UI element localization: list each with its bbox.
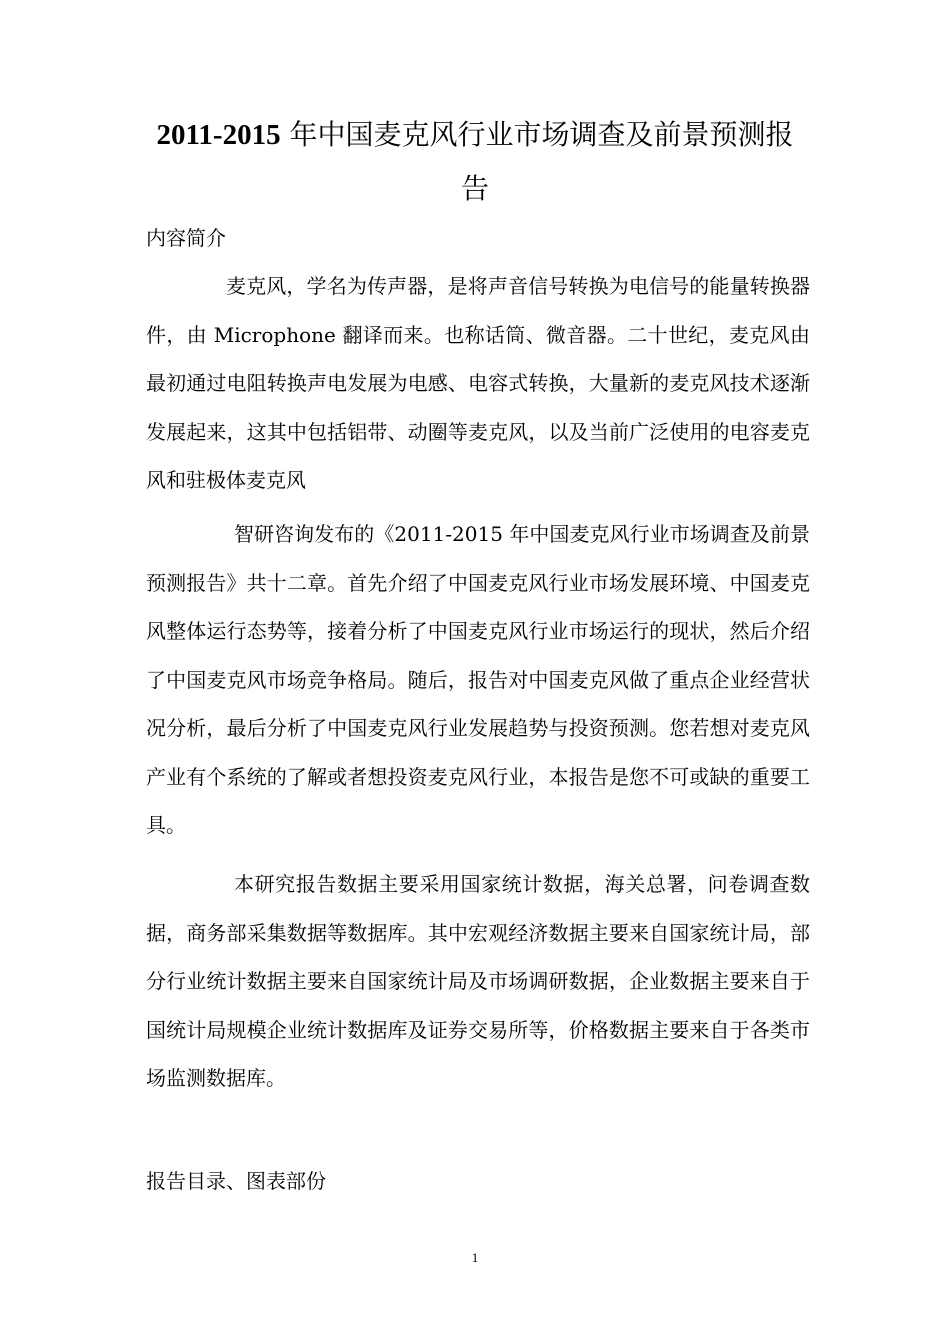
- intro-heading: 内容简介: [146, 226, 226, 250]
- page-number: 1: [471, 1250, 479, 1265]
- toc-heading: 报告目录、图表部份: [146, 1169, 326, 1193]
- title-text-line1: 年中国麦克风行业市场调查及前景预测报: [280, 118, 794, 151]
- title-number: 2011-2015: [156, 119, 281, 151]
- paragraph-2: 智研咨询发布的《2011-2015 年中国麦克风行业市场调查及前景预测报告》共十二章。首先介绍了中国麦克风行业市场发展环境、中国麦克风整体运行态势等，接着分析了中国麦克风行业市场运行的现状，然后介绍了中国麦克风市场竞争格局。随后，报告对中国麦克风做了重点企业经营状况分析，最后分析了中国麦克风行业发展趋势与投资预测。您若想对麦克风产业有个系统的了解或者想投资麦克风行业，本报告是您不可或缺的重要工具。: [146, 522, 810, 837]
- paragraph-3: 本研究报告数据主要采用国家统计数据，海关总署，问卷调查数据，商务部采集数据等数据库。其中宏观经济数据主要来自国家统计局，部分行业统计数据主要来自国家统计局及市场调研数据，企业数据主要来自于国统计局规模企业统计数据库及证券交易所等，价格数据主要来自于各类市场监测数据库。: [146, 872, 810, 1090]
- page-title: [130, 108, 820, 216]
- title-text-line2: 告: [460, 172, 489, 205]
- paragraph-1: 麦克风，学名为传声器，是将声音信号转换为电信号的能量转换器件，由 Microphone 翻译而来。也称话筒、微音器。二十世纪，麦克风由最初通过电阻转换声电发展为电感、电容式转换，大量新的麦克风技术逐渐发展起来，这其中包括铝带、动圈等麦克风，以及当前广泛使用的电容麦克风和驻极体麦克风: [146, 274, 810, 492]
